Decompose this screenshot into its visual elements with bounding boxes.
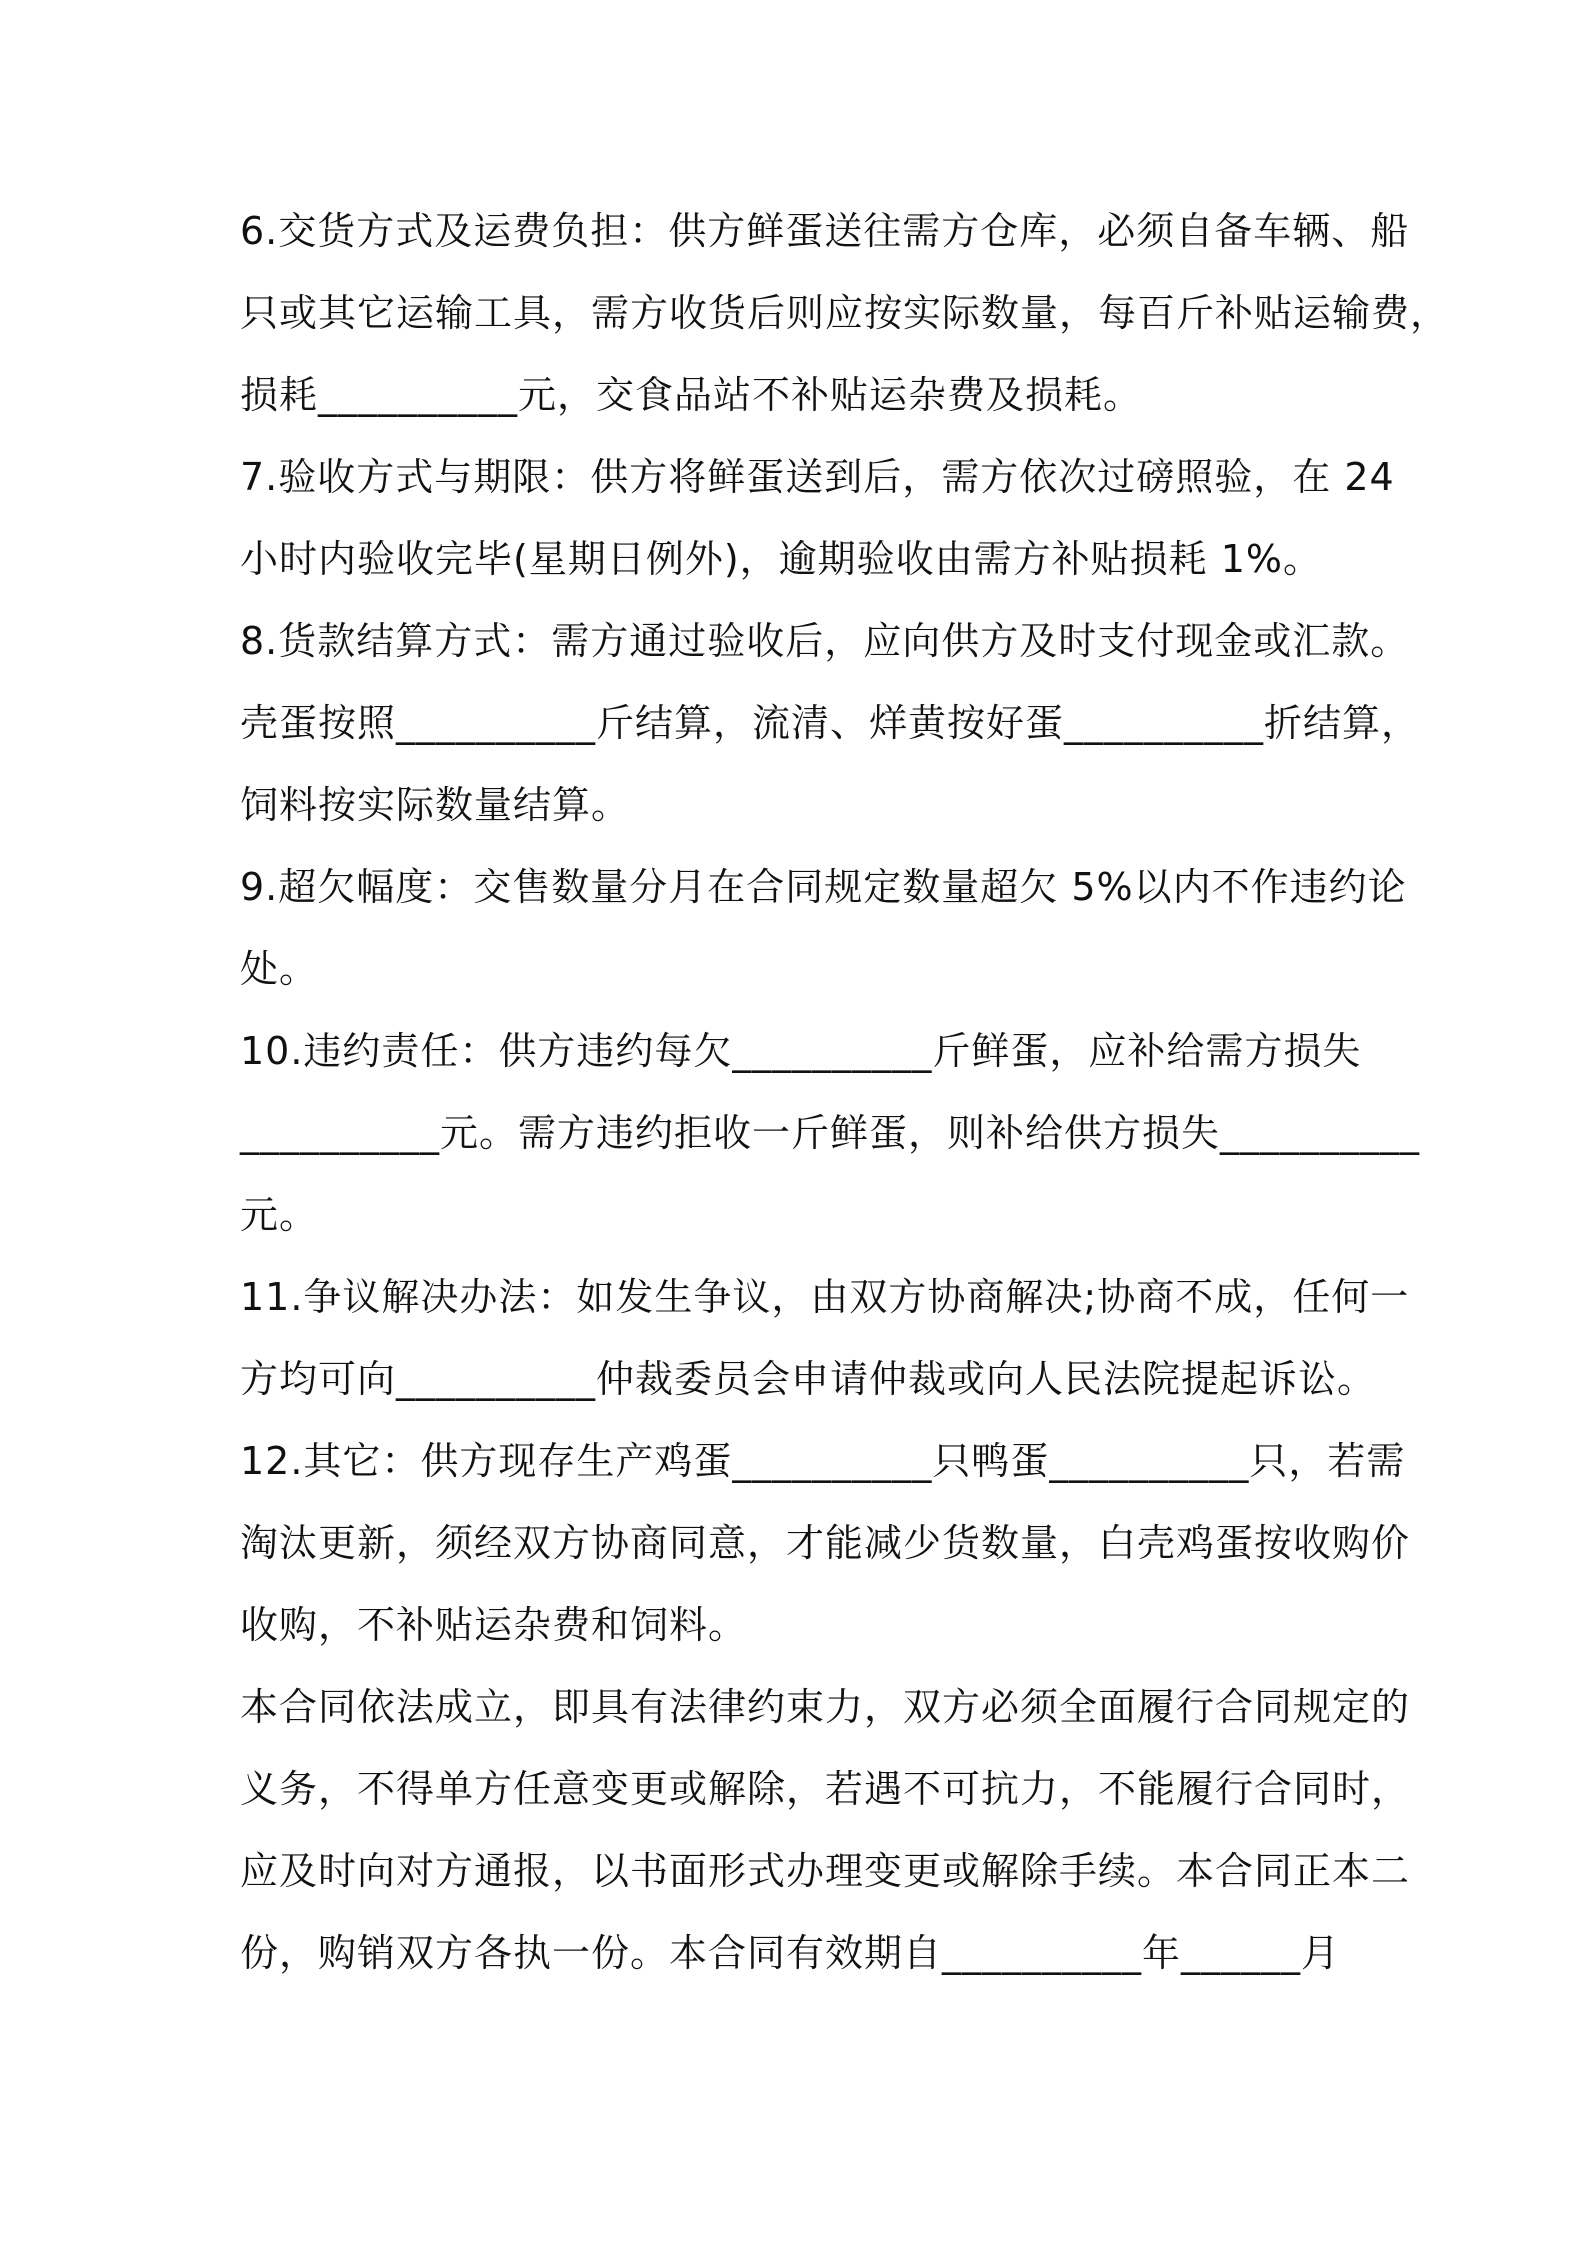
text-line: 元。 [240,1193,319,1237]
text-line: 淘汰更新，须经双方协商同意，才能减少货数量，白壳鸡蛋按收购价 [240,1521,1411,1565]
text-line: __________元。需方违约拒收一斤鲜蛋，则补给供方损失__________ [240,1111,1421,1155]
text-line: 9.超欠幅度：交售数量分月在合同规定数量超欠 5%以内不作违约论 [240,865,1407,909]
clause-9-tolerance [240,846,1407,1010]
text-line: 处。 [240,947,319,991]
text-line: 11.争议解决办法：如发生争议，由双方协商解决;协商不成，任何一 [240,1275,1410,1319]
text-line: 壳蛋按照__________斤结算，流清、烊黄按好蛋__________折结算， [240,701,1421,745]
text-line: 小时内验收完毕(星期日例外)，逾期验收由需方补贴损耗 1%。 [240,537,1323,581]
text-line: 本合同依法成立，即具有法律约束力，双方必须全面履行合同规定的 [240,1685,1411,1729]
text-line: 方均可向__________仲裁委员会申请仲裁或向人民法院提起诉讼。 [240,1357,1377,1401]
text-line: 10.违约责任：供方违约每欠__________斤鲜蛋，应补给需方损失 [240,1029,1362,1073]
text-line: 应及时向对方通报，以书面形式办理变更或解除手续。本合同正本二 [240,1849,1411,1893]
text-line: 8.货款结算方式：需方通过验收后，应向供方及时支付现金或汇款。 [240,619,1410,663]
text-line: 饲料按实际数量结算。 [240,783,631,827]
text-line: 6.交货方式及运费负担：供方鲜蛋送往需方仓库，必须自备车辆、船 [240,209,1410,253]
clause-11-dispute [240,1256,1410,1420]
clause-7-inspection [240,436,1395,600]
text-line: 损耗__________元，交食品站不补贴运杂费及损耗。 [240,373,1143,417]
text-line: 12.其它：供方现存生产鸡蛋__________只鸭蛋__________只，若需 [240,1439,1406,1483]
clause-8-settlement [240,600,1421,846]
clause-10-liability [240,1010,1421,1256]
contract-validity [240,1666,1411,1994]
document-page [240,190,1450,1994]
text-line: 只或其它运输工具，需方收货后则应按实际数量，每百斤补贴运输费， [240,291,1450,335]
text-line: 7.验收方式与期限：供方将鲜蛋送到后，需方依次过磅照验，在 24 [240,455,1395,499]
text-line: 份，购销双方各执一份。本合同有效期自__________年______月 [240,1931,1341,1975]
text-line: 义务，不得单方任意变更或解除，若遇不可抗力，不能履行合同时， [240,1767,1411,1811]
clause-12-other [240,1420,1411,1666]
clause-6-delivery [240,190,1450,436]
text-line: 收购，不补贴运杂费和饲料。 [240,1603,748,1647]
